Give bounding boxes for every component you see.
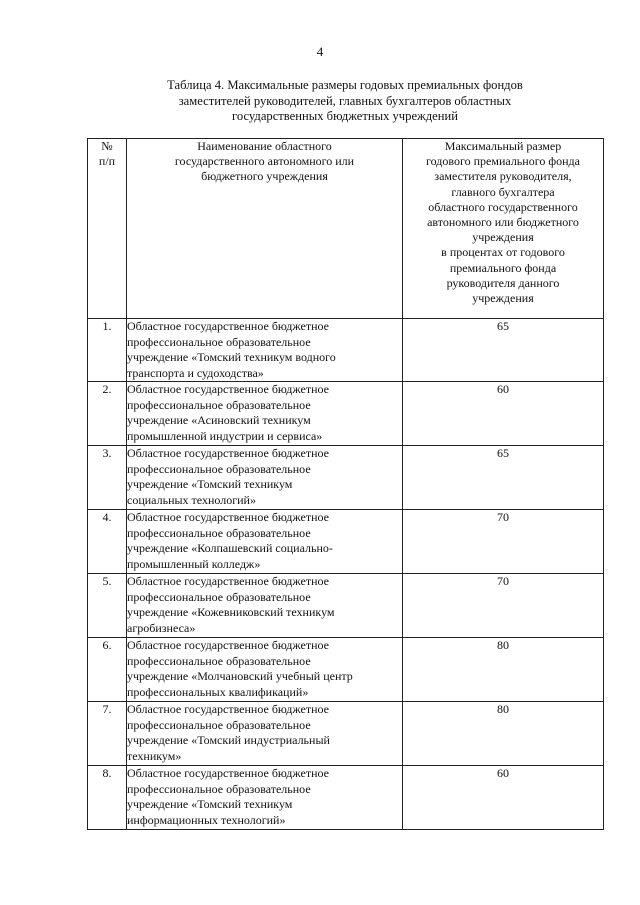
header-line: бюджетного учреждения (201, 169, 328, 183)
header-line: п/п (98, 154, 116, 168)
max-percent-value: 70 (403, 510, 604, 574)
table-row (88, 382, 604, 446)
header-line: премиального фонда (449, 260, 557, 275)
name-line: профессиональное образовательное (127, 653, 311, 668)
institution-name (127, 382, 403, 446)
table-row (88, 574, 604, 638)
table-header-row (88, 139, 604, 319)
name-line: учреждение «Кожевниковский техникум (127, 605, 335, 619)
row-number: 3. (88, 446, 127, 510)
name-line: техникум» (127, 748, 182, 763)
name-line: профессиональное образовательное (127, 461, 311, 476)
header-line: в процентах от годового (441, 245, 565, 260)
header-line: государственного автономного или (174, 154, 355, 168)
name-line: учреждение «Асиновский техникум (127, 413, 311, 427)
row-number: 8. (88, 766, 127, 830)
row-number: 2. (88, 382, 127, 446)
name-line: транспорта и судоходства» (127, 365, 264, 380)
title-line: Таблица 4. Максимальные размеры годовых премиальных фондов (167, 78, 523, 92)
max-percent-value: 65 (403, 446, 604, 510)
header-line: учреждения (472, 291, 534, 306)
name-line: профессиональное образовательное (127, 589, 311, 604)
table-row (88, 638, 604, 702)
max-percent-value: 60 (403, 382, 604, 446)
name-line: агробизнеса» (127, 620, 196, 635)
title-line: государственных бюджетных учреждений (232, 109, 458, 123)
name-line: учреждение «Колпашевский социально- (127, 541, 333, 555)
row-number: 1. (88, 319, 127, 382)
table-row (88, 702, 604, 766)
table-row (88, 319, 604, 382)
max-percent-value: 60 (403, 766, 604, 830)
institution-name (127, 638, 403, 702)
name-line: социальных технологий» (127, 492, 256, 507)
institution-name (127, 319, 403, 382)
name-line: промышленный колледж» (127, 556, 261, 571)
row-number: 7. (88, 702, 127, 766)
institution-name (127, 574, 403, 638)
header-line: Максимальный размер (444, 139, 562, 153)
name-line: учреждение «Молчановский учебный центр (127, 669, 353, 683)
name-line: профессиональное образовательное (127, 781, 311, 796)
header-line: автономного или бюджетного (427, 215, 579, 230)
max-percent-value: 80 (403, 702, 604, 766)
name-line: Областное государственное бюджетное (127, 319, 329, 333)
institution-name (127, 766, 403, 830)
name-line: Областное государственное бюджетное (127, 574, 329, 588)
row-number: 6. (88, 638, 127, 702)
header-line: заместителя руководителя, (434, 169, 572, 184)
name-line: информационных технологий» (127, 812, 286, 827)
max-percent-value: 65 (403, 319, 604, 382)
max-percent-value: 80 (403, 638, 604, 702)
name-line: учреждение «Томский техникум (127, 797, 293, 811)
max-percent-value: 70 (403, 574, 604, 638)
name-line: Областное государственное бюджетное (127, 766, 329, 780)
header-institution-name (127, 139, 403, 319)
institution-name (127, 702, 403, 766)
header-line: руководителя данного (446, 275, 560, 290)
table-title (100, 78, 590, 125)
institution-name (127, 510, 403, 574)
name-line: учреждение «Томский индустриальный (127, 733, 330, 747)
header-line: годового премиального фонда (426, 154, 580, 169)
name-line: профессиональных квалификаций» (127, 684, 309, 699)
row-number: 5. (88, 574, 127, 638)
table-row (88, 510, 604, 574)
name-line: промышленной индустрии и сервиса» (127, 428, 323, 443)
name-line: профессиональное образовательное (127, 717, 311, 732)
table-row (88, 446, 604, 510)
header-max-percent (403, 139, 604, 319)
header-line: главного бухгалтера (451, 184, 555, 199)
name-line: Областное государственное бюджетное (127, 702, 329, 716)
header-line: № (101, 139, 113, 153)
header-line: областного государственного (428, 199, 578, 214)
name-line: Областное государственное бюджетное (127, 510, 329, 524)
name-line: учреждение «Томский техникум (127, 477, 293, 491)
header-line: Наименование областного (197, 139, 332, 153)
row-number: 4. (88, 510, 127, 574)
name-line: учреждение «Томский техникум водного (127, 350, 336, 364)
name-line: Областное государственное бюджетное (127, 446, 329, 460)
name-line: профессиональное образовательное (127, 397, 311, 412)
name-line: Областное государственное бюджетное (127, 382, 329, 396)
title-line: заместителей руководителей, главных бухгалтеров областных (178, 93, 512, 108)
name-line: профессиональное образовательное (127, 334, 311, 349)
page-number: 4 (316, 44, 324, 59)
header-line: учреждения (472, 230, 534, 245)
institution-name (127, 446, 403, 510)
name-line: Областное государственное бюджетное (127, 638, 329, 652)
header-number (88, 139, 127, 319)
name-line: профессиональное образовательное (127, 525, 311, 540)
premium-fund-table (87, 138, 604, 830)
table-row (88, 766, 604, 830)
